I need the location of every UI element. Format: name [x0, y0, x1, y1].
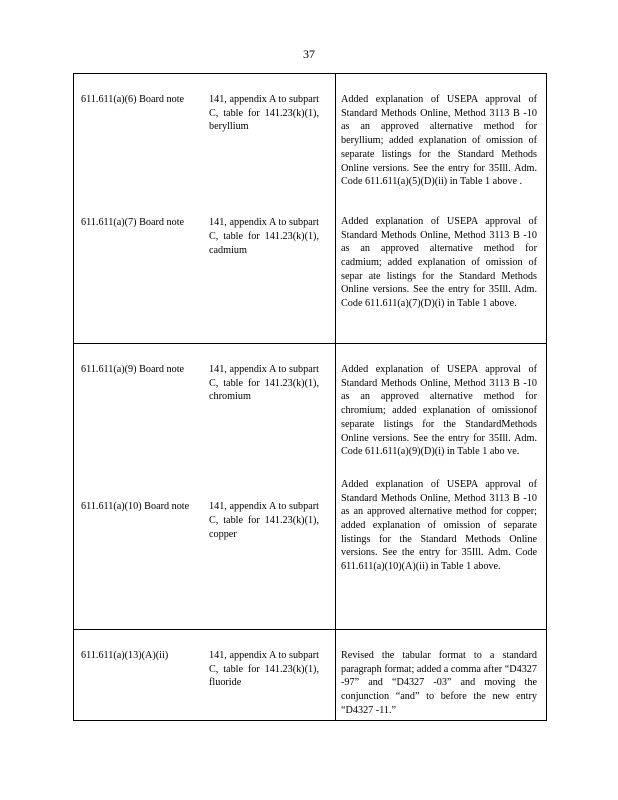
left-cell	[74, 74, 336, 344]
federal-source: 141, appendix A to subpart C, table for 141.23(k)(1), copper	[209, 501, 319, 540]
federal-source: 141, appendix A to subpart C, table for 141.23(k)(1), beryllium	[209, 94, 319, 133]
description-text: Revised the tabular format to a standard paragraph format; added a comma after “D4327 -97” and “D4327 -03” and moving the conjunction “and” to before the new entry “D4327 -11.”	[341, 650, 537, 716]
table-entry	[80, 93, 327, 134]
section-reference: 611.611(a)(9) Board note	[81, 364, 185, 375]
amendments-table	[73, 73, 547, 721]
right-cell	[336, 74, 547, 344]
left-cell	[74, 630, 336, 721]
section-reference: 611.611(a)(7) Board note	[81, 217, 185, 229]
table-entry	[80, 649, 327, 690]
section-reference: 611.611(a)(13)(A)(ii)	[81, 650, 169, 661]
description-text: Added explanation of USEPA approval of Standard Methods Online, Method 3113 B -10 as an approved alternative method for chromium; added explanation of omissionof separate listings for the StandardMethods Online versions. See the entry for 35Ill. Adm. Code 611.611(a)(9)(D)(i) in Table 1 abo ve.	[341, 364, 537, 458]
table-row	[74, 630, 547, 721]
left-cell	[74, 344, 336, 630]
description-text: Added explanation of USEPA approval of Standard Methods Online, Method 3113 B -10 as an approved alternative method for cadmium; added explanation of omission of separ ate listings for the Standard Methods Online versions. See the entry for 35Ill. Adm. Code 611.611(a)(7)(D)(i) in Table 1 above.	[341, 215, 537, 310]
table-entry	[80, 216, 327, 257]
section-reference: 611.611(a)(10) Board note	[81, 501, 190, 513]
table-entry	[80, 363, 327, 404]
table-row	[74, 74, 547, 344]
page-number: 37	[303, 47, 315, 61]
federal-source: 141, appendix A to subpart C, table for 141.23(k)(1), chromium	[209, 364, 319, 403]
federal-source: 141, appendix A to subpart C, table for 141.23(k)(1), cadmium	[209, 217, 319, 256]
table-entry	[80, 500, 327, 541]
section-reference: 611.611(a)(6) Board note	[81, 94, 185, 105]
description-text: Added explanation of USEPA approval of Standard Methods Online, Method 3113 B -10 as an approved alternative method for copper; added explanation of omission of separate listings for the Standard Methods Online versions. See the entry for 35Ill. Adm. Code 611.611(a)(10)(A)(ii) in Table 1 above.	[341, 478, 537, 573]
table-row	[74, 344, 547, 630]
description-text: Added explanation of USEPA approval of Standard Methods Online, Method 3113 B -10 as an approved alternative method for beryllium; added explanation of omission of separate listings for the Standard Methods Online versions. See the entry for 35Ill. Adm. Code 611.611(a)(5)(D)(ii) in Table 1 above .	[341, 94, 537, 188]
federal-source: 141, appendix A to subpart C, table for 141.23(k)(1), fluoride	[209, 650, 319, 689]
right-cell	[336, 630, 547, 721]
right-cell	[336, 344, 547, 630]
